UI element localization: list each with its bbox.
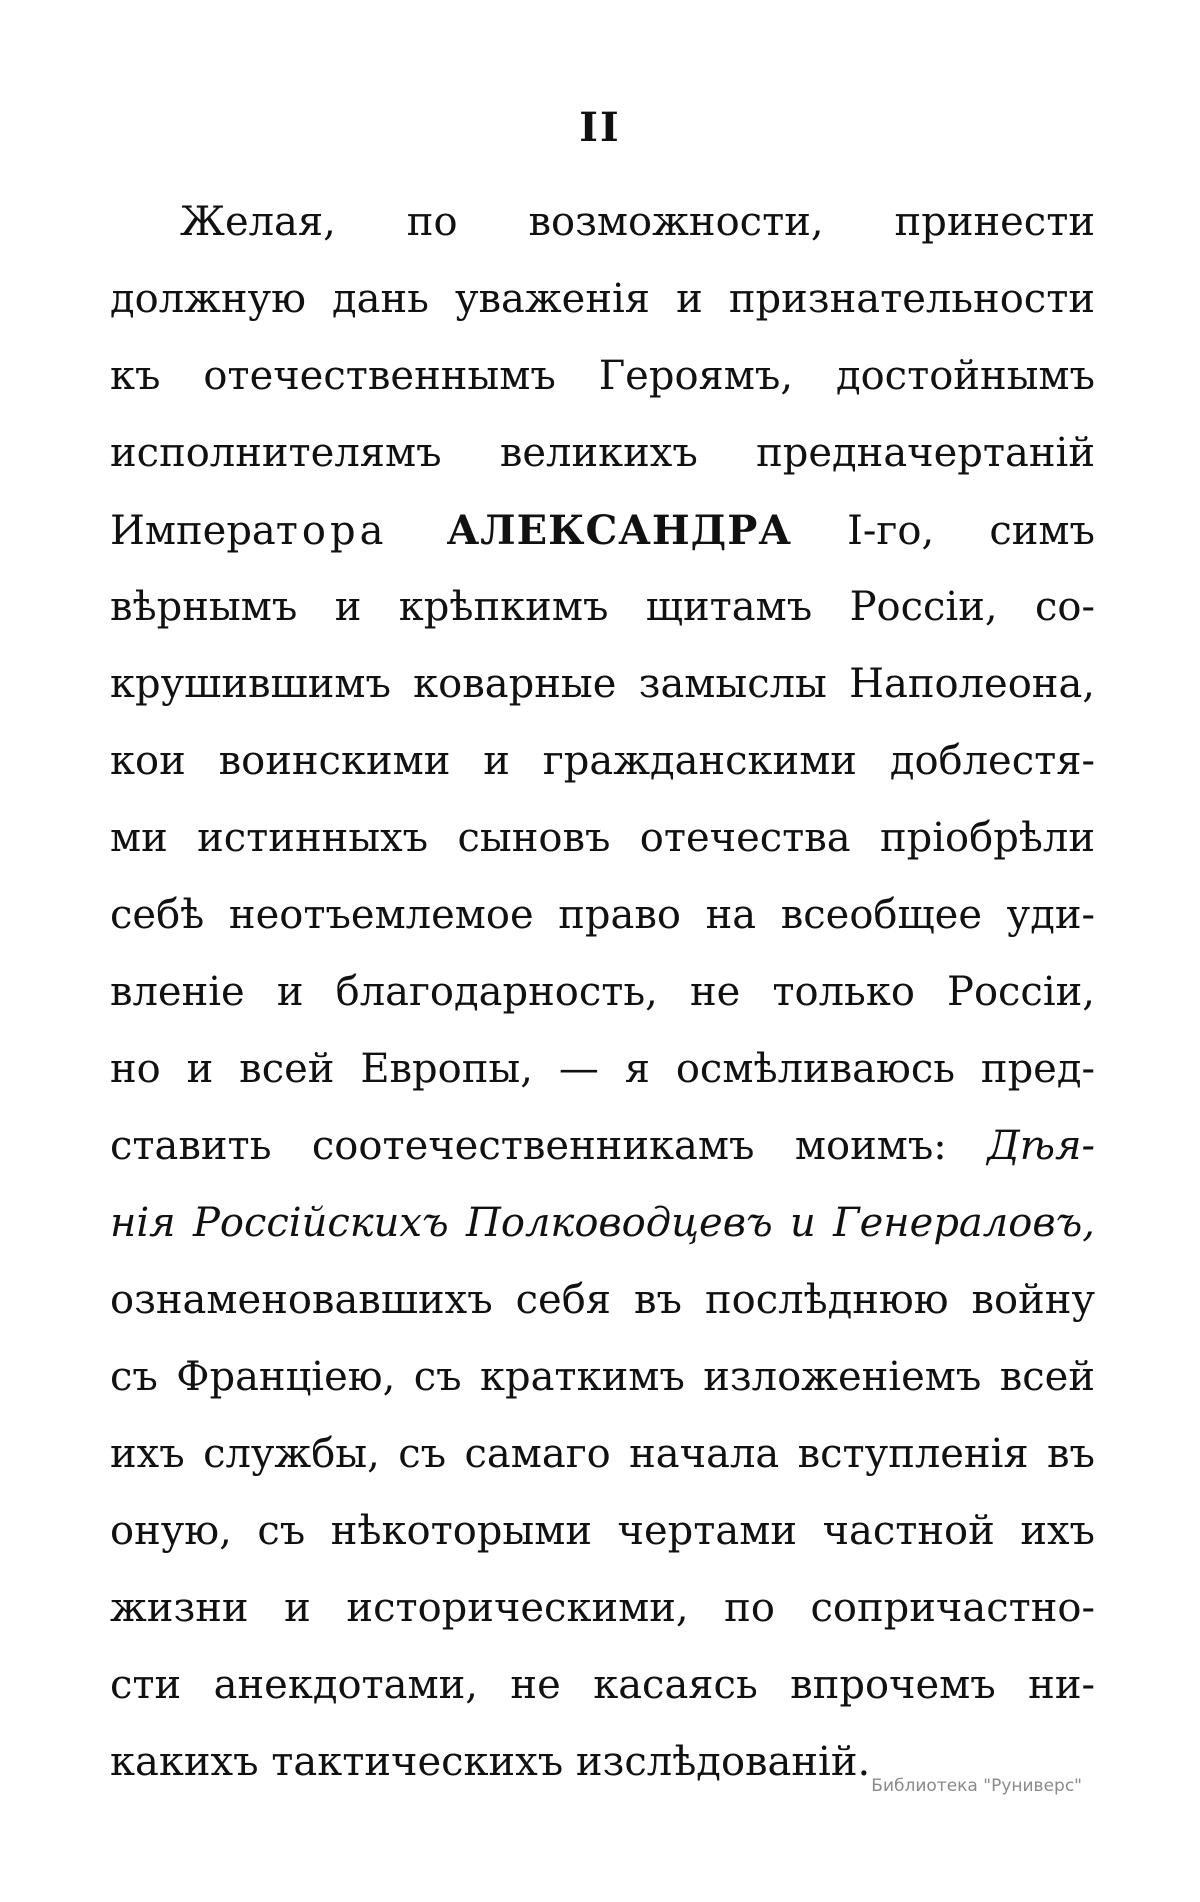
text-line [110,492,1095,569]
emperor-name: АЛЕКСАНДРА [446,507,792,554]
page-number: II [579,104,621,151]
text-line: Желая, по возможности, принести [180,199,1095,245]
text-line: сти анекдотами, не касаясь впрочемъ ни- [110,1662,1095,1708]
text-line: но и всей Европы, — я осмѣливаюсь пред- [110,1046,1095,1092]
text-segment: ставить соотечественникамъ моимъ: [110,1123,988,1169]
text-line: къ отечественнымъ Героямъ, достойнымъ [110,353,1095,399]
text-line: вленіе и благодарность, не только Россіи, [110,969,1095,1015]
text-line: должную дань уваженія и признательности [110,276,1095,322]
text-line: ихъ службы, съ самаго начала вступленія въ [110,1431,1095,1477]
body-paragraph [110,184,1095,1801]
text-segment: I-го, симъ [791,508,1095,554]
text-line: съ Франціею, съ краткимъ изложеніемъ всей [110,1354,1095,1400]
text-line: исполнителямъ великихъ предначертаній [110,430,1095,476]
text-segment: Импера [110,508,276,554]
library-watermark: Библиотека "Руниверс" [871,1776,1082,1796]
text-line [110,1108,1095,1185]
text-line: вѣрнымъ и крѣпкимъ щитамъ Россіи, со- [110,584,1095,630]
text-line: ознаменовавшихъ себя въ послѣднюю войну [110,1277,1095,1323]
text-line: оную, съ нѣкоторыми чертами частной ихъ [110,1508,1095,1554]
text-segment-spaced: тора [275,508,447,554]
book-title-italic: Дѣя- [987,1123,1095,1169]
text-line: себѣ неотъемлемое право на всеобщее уди- [110,892,1095,938]
text-line: кои воинскими и гражданскими доблестя- [110,738,1095,784]
text-line: какихъ тактическихъ изслѣдованій. [110,1739,871,1785]
text-line: крушившимъ коварные замыслы Наполеона, [110,661,1095,707]
text-line: жизни и историческими, по сопричастно- [110,1585,1095,1631]
text-line-italic: нія Россійскихъ Полководцевъ и Генераловъ, [110,1200,1095,1246]
text-line: ми истинныхъ сыновъ отечества пріобрѣли [110,815,1095,861]
